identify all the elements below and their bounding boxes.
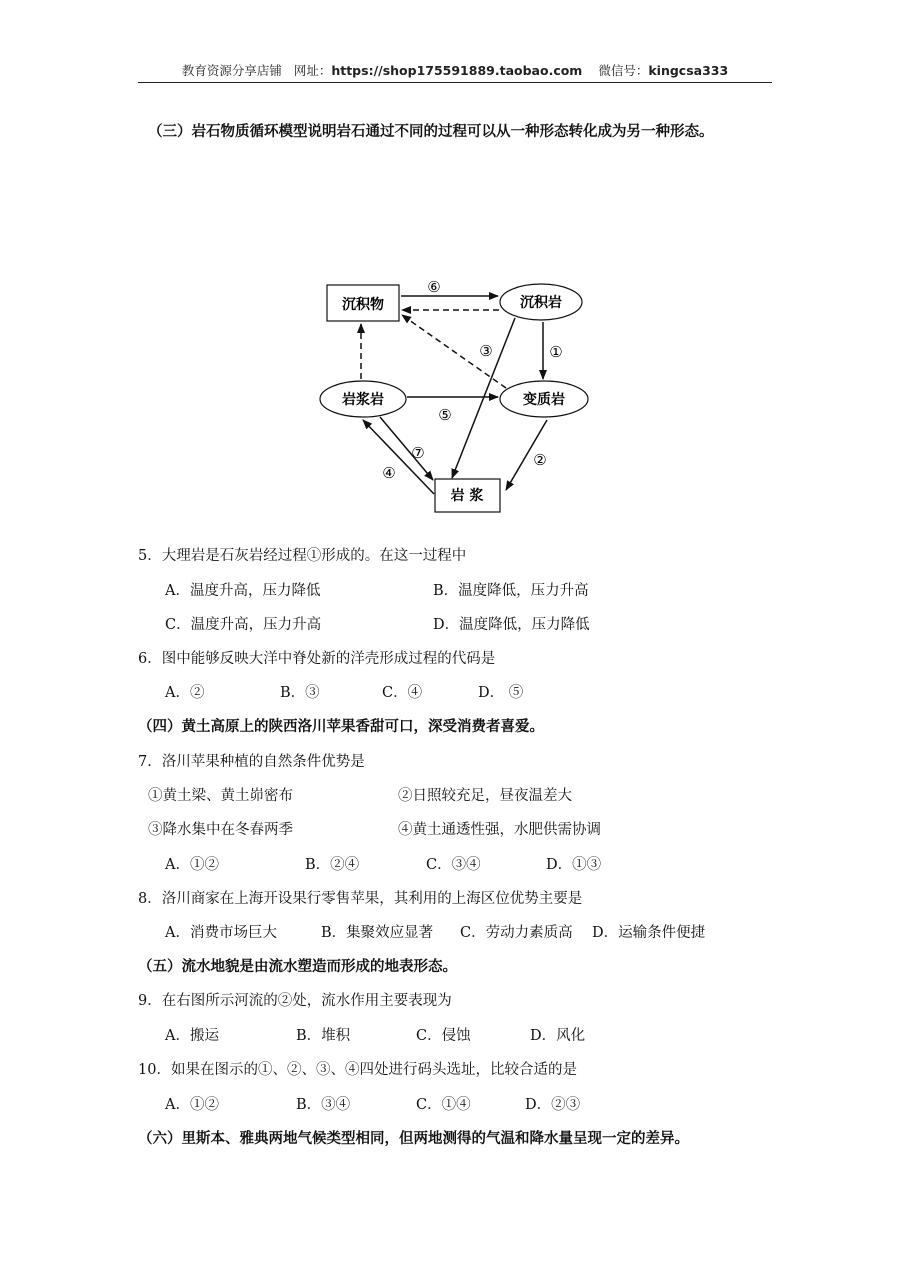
q7-option-c[interactable]: C．③④ [426,857,481,873]
q10-option-d[interactable]: D．②③ [525,1097,581,1113]
q5-option-a[interactable]: A．温度升高，压力降低 [165,583,321,599]
q7-item-2: ②日照较充足，昼夜温差大 [398,788,572,804]
q6-option-d[interactable]: D． ⑤ [478,685,524,701]
process-1-label: ① [549,343,563,361]
q6-option-b[interactable]: B．③ [280,685,320,701]
q7-option-a[interactable]: A．①② [165,857,219,873]
q10-option-b[interactable]: B．③④ [296,1097,351,1113]
rock-cycle-diagram [300,268,600,518]
section-4-heading: （四）黄土高原上的陕西洛川苹果香甜可口，深受消费者喜爱。 [138,719,544,735]
shop-name: 教育资源分享店铺 [181,63,282,78]
q5-option-c[interactable]: C．温度升高，压力升高 [165,617,322,633]
q5-option-b[interactable]: B．温度降低，压力升高 [433,583,589,599]
q8-option-d[interactable]: D．运输条件便捷 [592,925,706,941]
metamorphic-rock-label: 变质岩 [523,392,565,408]
wechat-id: kingcsa333 [648,63,729,78]
q7-item-4: ④黄土通透性强，水肥供需协调 [398,822,601,838]
question-7-stem: 7．洛川苹果种植的自然条件优势是 [138,754,365,770]
question-5-stem: 5．大理岩是石灰岩经过程①形成的。在这一过程中 [138,548,467,564]
question-6-stem: 6．图中能够反映大洋中脊处新的洋壳形成过程的代码是 [138,651,496,667]
q10-option-c[interactable]: C．①④ [416,1097,471,1113]
page-header [138,60,772,83]
q9-option-d[interactable]: D．风化 [530,1028,586,1044]
section-5-heading: （五）流水地貌是由流水塑造而形成的地表形态。 [138,959,457,975]
wechat-label: 微信号： [598,63,649,78]
q5-option-d[interactable]: D．温度降低，压力降低 [433,617,590,633]
question-8-stem: 8．洛川商家在上海开设果行零售苹果，其利用的上海区位优势主要是 [138,891,583,907]
q7-option-d[interactable]: D．①③ [546,857,602,873]
url-label: 网址： [293,63,332,78]
q8-option-a[interactable]: A．消费市场巨大 [165,925,277,941]
process-7-label: ⑦ [411,444,425,462]
q8-option-c[interactable]: C．劳动力素质高 [460,925,573,941]
process-5-label: ⑤ [438,406,452,424]
q7-item-3: ③降水集中在冬春两季 [148,822,293,838]
igneous-rock-label: 岩浆岩 [342,392,384,408]
question-9-stem: 9．在右图所示河流的②处，流水作用主要表现为 [138,993,452,1009]
q6-option-c[interactable]: C．④ [382,685,423,701]
section-6-heading: （六）里斯本、雅典两地气候类型相同，但两地测得的气温和降水量呈现一定的差异。 [138,1131,689,1147]
process-6-label: ⑥ [427,278,441,296]
q6-option-a[interactable]: A．② [165,685,205,701]
shop-url[interactable]: https://shop175591889.taobao.com [331,63,583,78]
process-2-label: ② [533,451,547,469]
q9-option-b[interactable]: B．堆积 [296,1028,351,1044]
q7-item-1: ①黄土梁、黄土峁密布 [148,788,293,804]
sediment-label: 沉积物 [342,297,384,313]
q8-option-b[interactable]: B．集聚效应显著 [321,925,434,941]
q7-option-b[interactable]: B．②④ [305,857,360,873]
q10-option-a[interactable]: A．①② [165,1097,219,1113]
magma-label: 岩 浆 [450,488,484,504]
process-4-label: ④ [382,464,396,482]
section-3-heading: （三）岩石物质循环模型说明岩石通过不同的过程可以从一种形态转化成为另一种形态。 [148,124,714,140]
q9-option-a[interactable]: A．搬运 [165,1028,219,1044]
process-3-label: ③ [479,342,493,360]
question-10-stem: 10．如果在图示的①、②、③、④四处进行码头选址，比较合适的是 [138,1062,577,1078]
sedimentary-rock-label: 沉积岩 [520,295,562,311]
q9-option-c[interactable]: C．侵蚀 [416,1028,471,1044]
